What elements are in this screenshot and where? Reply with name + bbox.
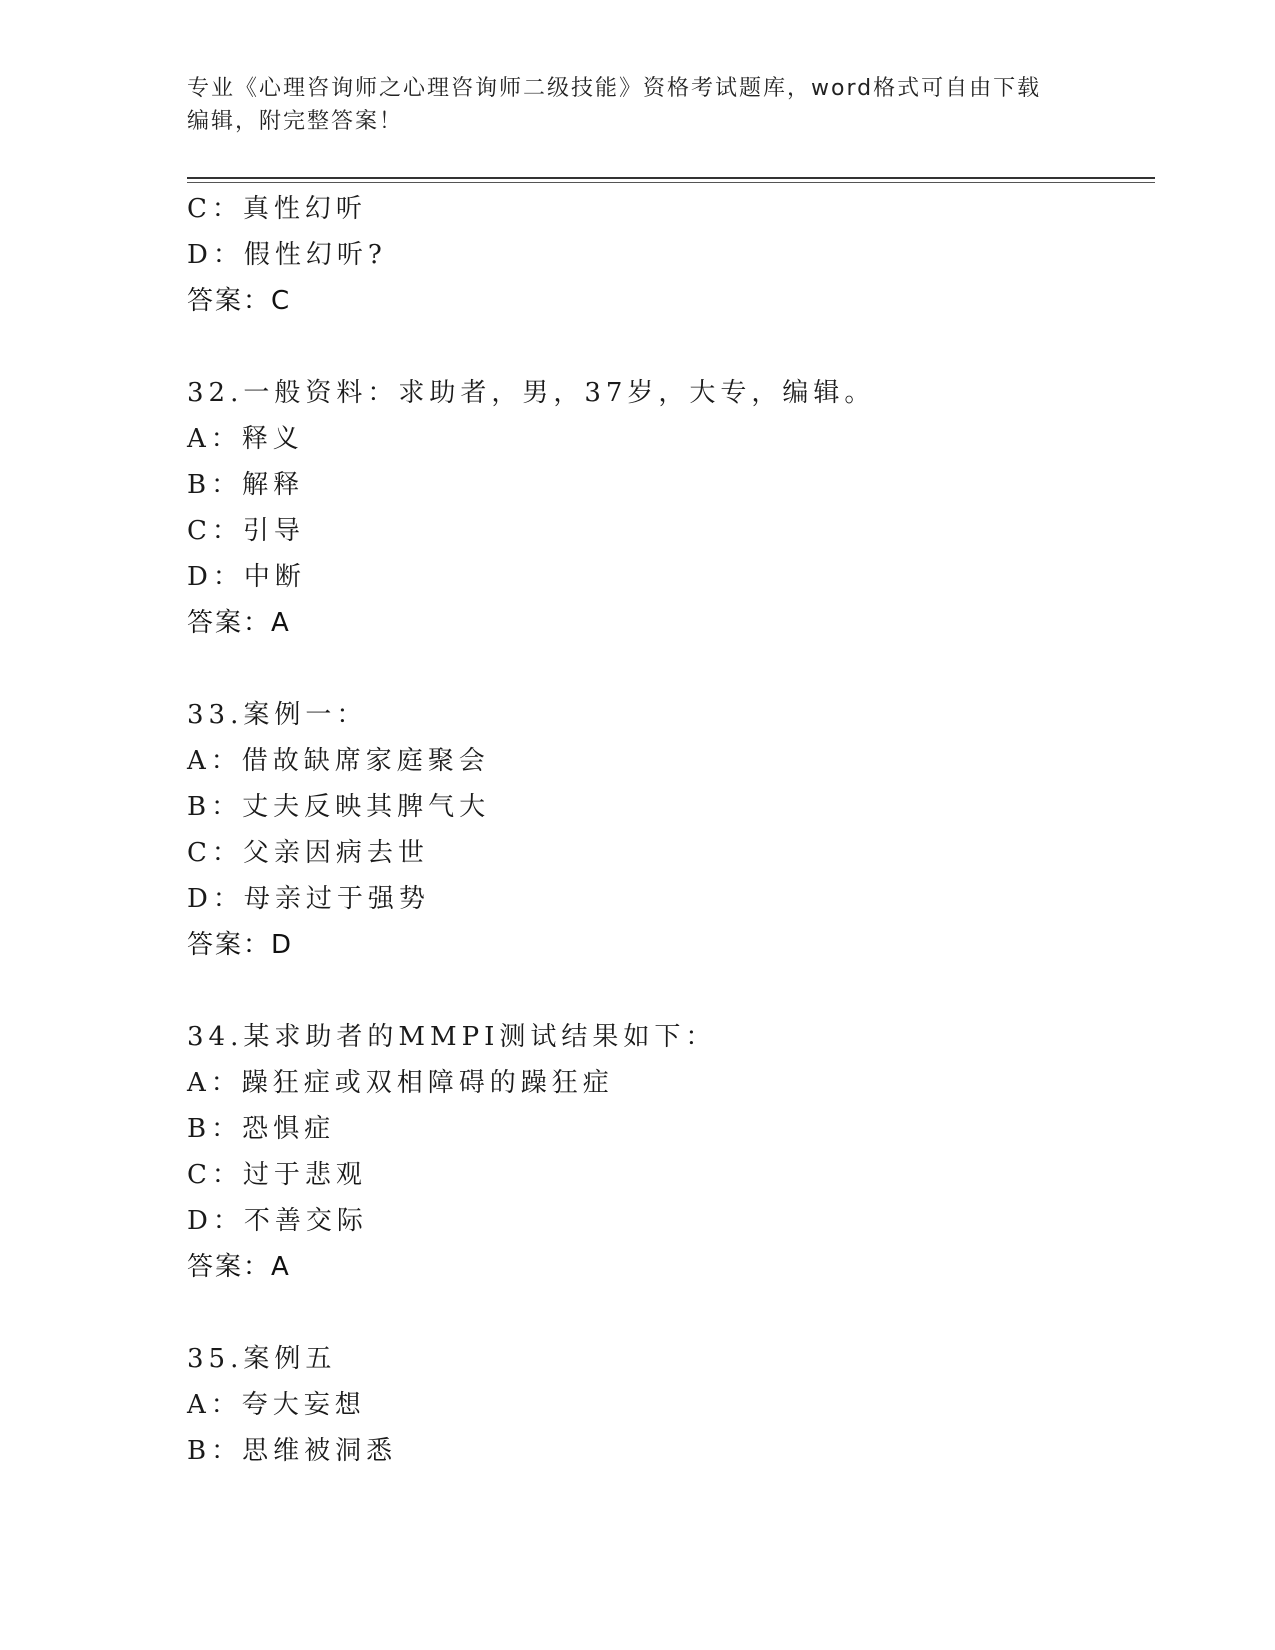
question-stem: 32.一般资料：求助者，男，37岁，大专，编辑。 bbox=[187, 378, 876, 408]
option-d: D：中断 bbox=[187, 562, 306, 592]
header-divider-thick bbox=[187, 177, 1155, 179]
question-stem: 33.案例一： bbox=[187, 700, 368, 730]
option-a: A：躁狂症或双相障碍的躁狂症 bbox=[187, 1068, 614, 1098]
option-c: C：真性幻听 bbox=[187, 194, 367, 224]
option-a: A：借故缺席家庭聚会 bbox=[187, 746, 490, 776]
answer: 答案：A bbox=[187, 1252, 291, 1282]
document-header bbox=[187, 72, 1087, 138]
option-b: B：丈夫反映其脾气大 bbox=[187, 792, 491, 822]
question-33 bbox=[187, 692, 1147, 968]
header-line-1: 专业《心理咨询师之心理咨询师二级技能》资格考试题库，word格式可自由下载 bbox=[187, 76, 1042, 101]
option-d: D：母亲过于强势 bbox=[187, 884, 430, 914]
option-b: B：恐惧症 bbox=[187, 1114, 336, 1144]
question-32 bbox=[187, 370, 1147, 646]
option-b: B：思维被洞悉 bbox=[187, 1436, 398, 1466]
answer: 答案：D bbox=[187, 930, 294, 960]
option-d: D：假性幻听? bbox=[187, 240, 387, 270]
header-divider-thin bbox=[187, 182, 1155, 183]
option-c: C：过于悲观 bbox=[187, 1160, 367, 1190]
question-34 bbox=[187, 1014, 1147, 1290]
option-d: D：不善交际 bbox=[187, 1206, 368, 1236]
question-stem: 34.某求助者的MMPI测试结果如下： bbox=[187, 1022, 717, 1052]
question-35 bbox=[187, 1336, 1147, 1474]
option-b: B：解释 bbox=[187, 470, 305, 500]
option-a: A：夸大妄想 bbox=[187, 1390, 366, 1420]
answer: 答案：A bbox=[187, 608, 291, 638]
option-a: A：释义 bbox=[187, 424, 304, 454]
header-line-2: 编辑，附完整答案！ bbox=[187, 109, 404, 134]
question-list bbox=[187, 186, 1147, 1474]
question-31-continued bbox=[187, 186, 1147, 324]
option-c: C：父亲因病去世 bbox=[187, 838, 429, 868]
option-c: C：引导 bbox=[187, 516, 305, 546]
answer: 答案：C bbox=[187, 286, 292, 316]
question-stem: 35.案例五 bbox=[187, 1344, 337, 1374]
